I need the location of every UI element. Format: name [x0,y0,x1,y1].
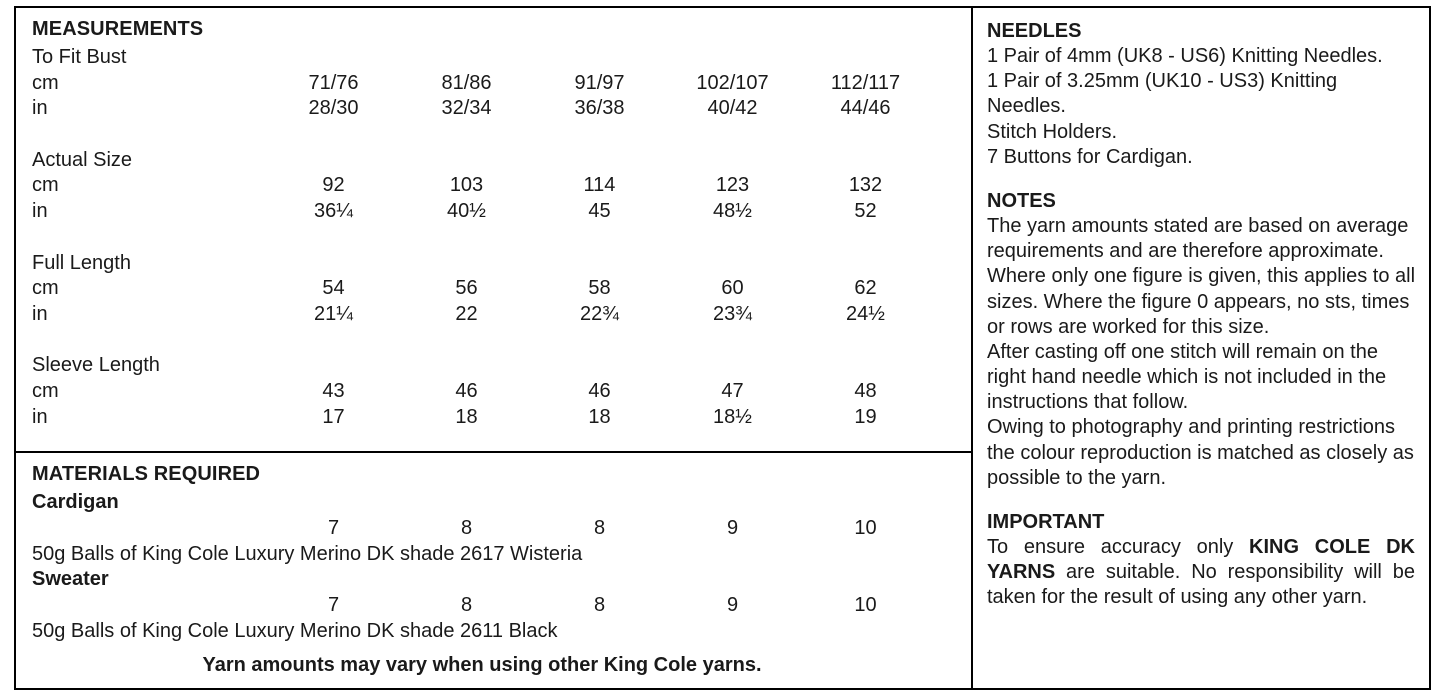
table-materials-cardigan [32,516,932,542]
cell: 17 [322,405,345,428]
important-title: IMPORTANT [987,511,1105,533]
cell: 123 [715,174,750,197]
table-row [32,276,932,302]
cell: 22 [455,302,478,325]
cell: 114 [583,174,616,197]
important-text-after: are suitable. No responsibility will be taken for the result of using any other yarn. [987,561,1415,609]
table-row [32,405,932,431]
garment-label-cardigan: Cardigan [32,491,119,513]
cell: 103 [449,174,484,197]
cell: 8 [593,516,606,539]
cell: 7 [327,593,340,616]
table-row [32,96,932,122]
cell: 56 [455,277,478,300]
cell: 36/38 [574,97,625,120]
cell: 102/107 [696,71,769,94]
cell: 71/76 [308,71,359,94]
pattern-frame [14,6,1431,690]
cell: 40/42 [707,97,758,120]
cell: 92 [322,174,345,197]
cell: 52 [854,199,877,222]
table-row [32,199,932,225]
cell: 9 [726,516,739,539]
cell: 81/86 [441,71,492,94]
group-label-to-fit-bust: To Fit Bust [32,46,127,68]
row-label: cm [32,379,59,402]
row-label [32,516,267,542]
right-column [973,8,1429,688]
important-text-before: To ensure accuracy only [987,536,1250,558]
cell: 23¾ [713,302,752,325]
materials-description-sweater: 50g Balls of King Cole Luxury Merino DK shade 2611 Black [32,620,558,643]
cell: 46 [588,379,611,402]
group-label-sleeve-length: Sleeve Length [32,354,160,377]
cell: 10 [854,516,877,539]
spacer [32,225,971,251]
cell: 40½ [447,199,486,222]
cell: 112/117 [830,71,901,94]
cell: 43 [322,379,345,402]
cell: 10 [854,593,877,616]
table-to-fit-bust [32,71,932,122]
cell: 24½ [846,302,885,325]
table-materials-sweater [32,593,932,619]
yarn-footnote: Yarn amounts may vary when using other King Cole yarns. [202,654,762,677]
cell: 60 [721,277,744,300]
cell: 36¼ [314,199,353,222]
needles-section [987,20,1415,170]
materials-description-cardigan: 50g Balls of King Cole Luxury Merino DK shade 2617 Wisteria [32,543,583,566]
important-text [987,535,1415,611]
measurements-section [16,8,971,453]
cell: 19 [854,405,877,428]
left-column [16,8,973,688]
cell: 48½ [713,199,752,222]
table-row [32,516,932,542]
cell: 32/34 [441,97,492,120]
important-section [987,511,1415,611]
row-label [32,593,267,619]
cell: 28/30 [308,97,359,120]
table-row [32,593,932,619]
group-label-full-length: Full Length [32,251,131,274]
table-row [32,302,932,328]
cell: 7 [327,516,340,539]
important-emphasis: KING COLE DK YARNS [987,536,1415,584]
measurements-title: MEASUREMENTS [32,18,204,40]
row-label: in [32,302,48,325]
needles-line: 1 Pair of 3.25mm (UK10 - US3) Knitting Needles. [987,70,1338,118]
row-label: in [32,199,48,222]
cell: 132 [848,174,883,197]
materials-title: MATERIALS REQUIRED [32,463,261,485]
needles-title: NEEDLES [987,20,1082,42]
garment-label-sweater: Sweater [32,568,109,591]
cell: 8 [460,593,473,616]
cell: 21¼ [314,302,353,325]
cell: 47 [721,379,744,402]
notes-section [987,190,1415,491]
cell: 62 [854,277,877,300]
needles-line: 7 Buttons for Cardigan. [987,145,1193,168]
notes-paragraph: The yarn amounts stated are based on average requirements and are therefore approximate. Where only one figure is given, this applies to all sizes. Where the figure 0 appears, no sts, times or rows are worked for this size. [987,214,1416,338]
cell: 54 [322,277,345,300]
cell: 45 [588,199,611,222]
row-label: cm [32,277,59,300]
table-row [32,379,932,405]
notes-title: NOTES [987,189,1056,212]
row-label: cm [32,174,59,197]
cell: 18 [588,405,611,428]
table-row [32,173,932,199]
row-label: in [32,97,48,120]
cell: 58 [588,277,611,300]
table-actual-size [32,173,932,224]
notes-paragraph: Owing to photography and printing restrictions the colour reproduction is matched as closely as possible to the yarn. [987,416,1414,489]
spacer [32,122,971,148]
row-label: in [32,405,48,428]
cell: 46 [455,379,478,402]
cell: 44/46 [840,97,891,120]
spacer [32,327,971,353]
table-row [32,71,932,97]
notes-paragraph: After casting off one stitch will remain on the right hand needle which is not included in the instructions that follow. [987,340,1387,414]
group-label-actual-size: Actual Size [32,148,133,171]
needles-line: 1 Pair of 4mm (UK8 - US6) Knitting Needles. [987,45,1383,67]
cell: 48 [854,379,877,402]
cell: 22¾ [580,302,619,325]
cell: 9 [726,593,739,616]
cell: 8 [460,516,473,539]
table-full-length [32,276,932,327]
row-label: cm [32,71,59,94]
cell: 8 [593,593,606,616]
cell: 18½ [713,405,752,428]
needles-line: Stitch Holders. [987,120,1118,143]
cell: 91/97 [574,71,625,94]
cell: 18 [455,405,478,428]
materials-section [16,453,971,688]
table-sleeve-length [32,379,932,430]
